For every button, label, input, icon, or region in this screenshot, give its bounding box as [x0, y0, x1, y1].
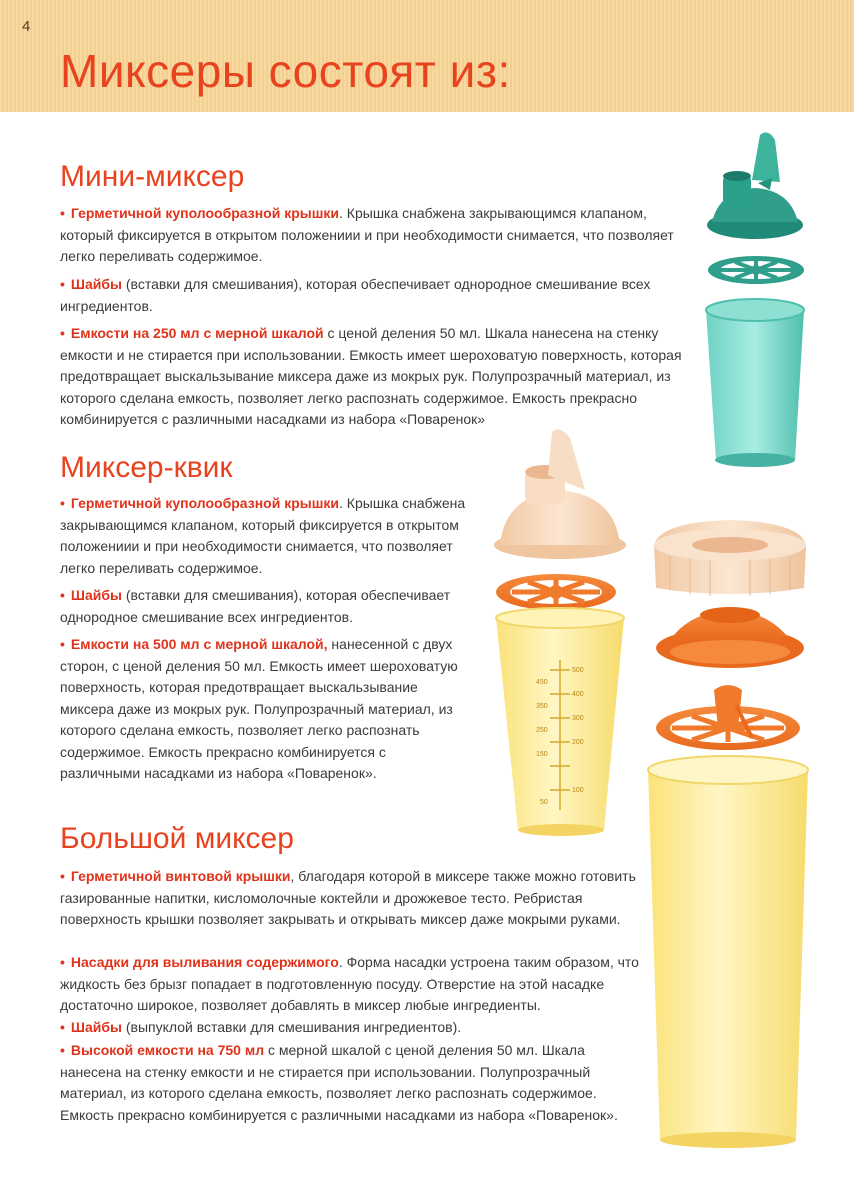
bullet-icon: •: [60, 1042, 65, 1058]
quick-container-paragraph: • Емкости на 500 мл с мерной шкалой, нанесенной с двух сторон, с ценой деления 50 мл. Емкость имеет шероховатую поверхность, которая предотвращает выскальзывание миксера даже из мокрых рук. Полупрозрачный материал, из которого сделана емкость, позволяет легко распознать содержимое. Емкость прекрасно комбинируется с различными насадками из набора «Поваренок».: [60, 636, 458, 781]
bullet-icon: •: [60, 276, 65, 292]
page-title: Миксеры состоят из:: [60, 45, 511, 97]
section-title-mini-mixer: Мини-миксер: [60, 160, 245, 193]
big-mixer-cup: [648, 756, 808, 1148]
big-container-paragraph: • Высокой емкости на 750 мл с мерной шкалой с ценой деления 50 мл. Шкала нанесена на стенку емкости и не стирается при использовании. Полупрозрачный материал, из которого сделана емкость, позволяет легко распознать содержимое. Емкость прекрасно комбинируется с различными насадками из набора «Поваренок».: [60, 1042, 618, 1123]
bullet-icon: •: [60, 205, 65, 221]
section-title-mixer-quick: Миксер-квик: [60, 451, 233, 484]
quick-disc-paragraph: • Шайбы (вставки для смешивания), которая обеспечивает однородное смешивание всех ингредиентов.: [60, 587, 451, 625]
mini-mixer-cup: [706, 299, 804, 467]
scale-label: 400: [572, 691, 584, 698]
bullet-icon: •: [60, 587, 65, 603]
scale-label: 450: [536, 679, 548, 686]
mini-disc-paragraph: • Шайбы (вставки для смешивания), которая обеспечивает однородное смешивание всех ингредиентов.: [60, 276, 651, 314]
scale-label: 350: [536, 703, 548, 710]
scale-label: 300: [572, 715, 584, 722]
big-spout-paragraph: • Насадки для выливания содержимого. Форма насадки устроена таким образом, что жидкость без брызг попадает в подготовленную посуду. Отверстие на этой насадке достаточно широкое, позволяет добавлять в миксер любые ингредиенты.: [60, 954, 639, 1013]
mini-mixer-disc: [708, 256, 804, 284]
bullet-icon: •: [60, 495, 65, 511]
scale-label: 100: [572, 787, 584, 794]
mini-lid-paragraph: • Герметичной куполообразной крышки. Крышка снабжена закрывающимся клапаном, который фиксируется в открытом положениии и при необходимости снимается, что позволяет легко переливать содержимое.: [60, 205, 674, 264]
big-mixer-lid: [654, 520, 806, 596]
mini-mixer-lid: [707, 132, 803, 239]
scale-label: 500: [572, 667, 584, 674]
scale-label: 200: [572, 739, 584, 746]
big-mixer-disc: [656, 685, 800, 750]
mini-container-paragraph: • Емкости на 250 мл с мерной шкалой с ценой деления 50 мл. Шкала нанесена на стенку емкости и не стирается при использовании. Емкость имеет шероховатую поверхность, которая предотвращает выскальзывание миксера даже из мокрых рук. Полупрозрачный материал, из которого сделана емкость, позволяет легко распознать содержимое. Емкость прекрасно комбинируется с различными насадками из набора «Поваренок»: [60, 325, 682, 427]
bullet-icon: •: [60, 1019, 65, 1035]
big-lid-paragraph: • Герметичной винтовой крышки, благодаря которой в миксере также можно готовить газированные напитки, кисломолочные коктейли и дрожжевое тесто. Ребристая поверхность крышки позволяет закрывать и открывать миксер даже мокрыми руками.: [60, 868, 636, 927]
scale-label: 50: [540, 799, 548, 806]
bullet-icon: •: [60, 868, 65, 884]
quick-lid-paragraph: • Герметичной куполообразной крышки. Крышка снабжена закрывающимся клапаном, который фиксируется в открытом положениии и при необходимости снимается, что позволяет легко переливать содержимое.: [60, 495, 466, 576]
big-mixer-spout: [656, 607, 804, 668]
section-title-big-mixer: Большой миксер: [60, 822, 294, 855]
bullet-icon: •: [60, 954, 65, 970]
bullet-icon: •: [60, 325, 65, 341]
quick-mixer-lid: [494, 430, 626, 559]
bullet-icon: •: [60, 636, 65, 652]
scale-label: 150: [536, 751, 548, 758]
big-disc-paragraph: • Шайбы (выпуклой вставки для смешивания ингредиентов).: [60, 1019, 462, 1035]
quick-mixer-cup: [496, 608, 624, 836]
quick-mixer-disc: [496, 574, 616, 610]
page-number: 4: [22, 18, 31, 35]
scale-label: 250: [536, 727, 548, 734]
